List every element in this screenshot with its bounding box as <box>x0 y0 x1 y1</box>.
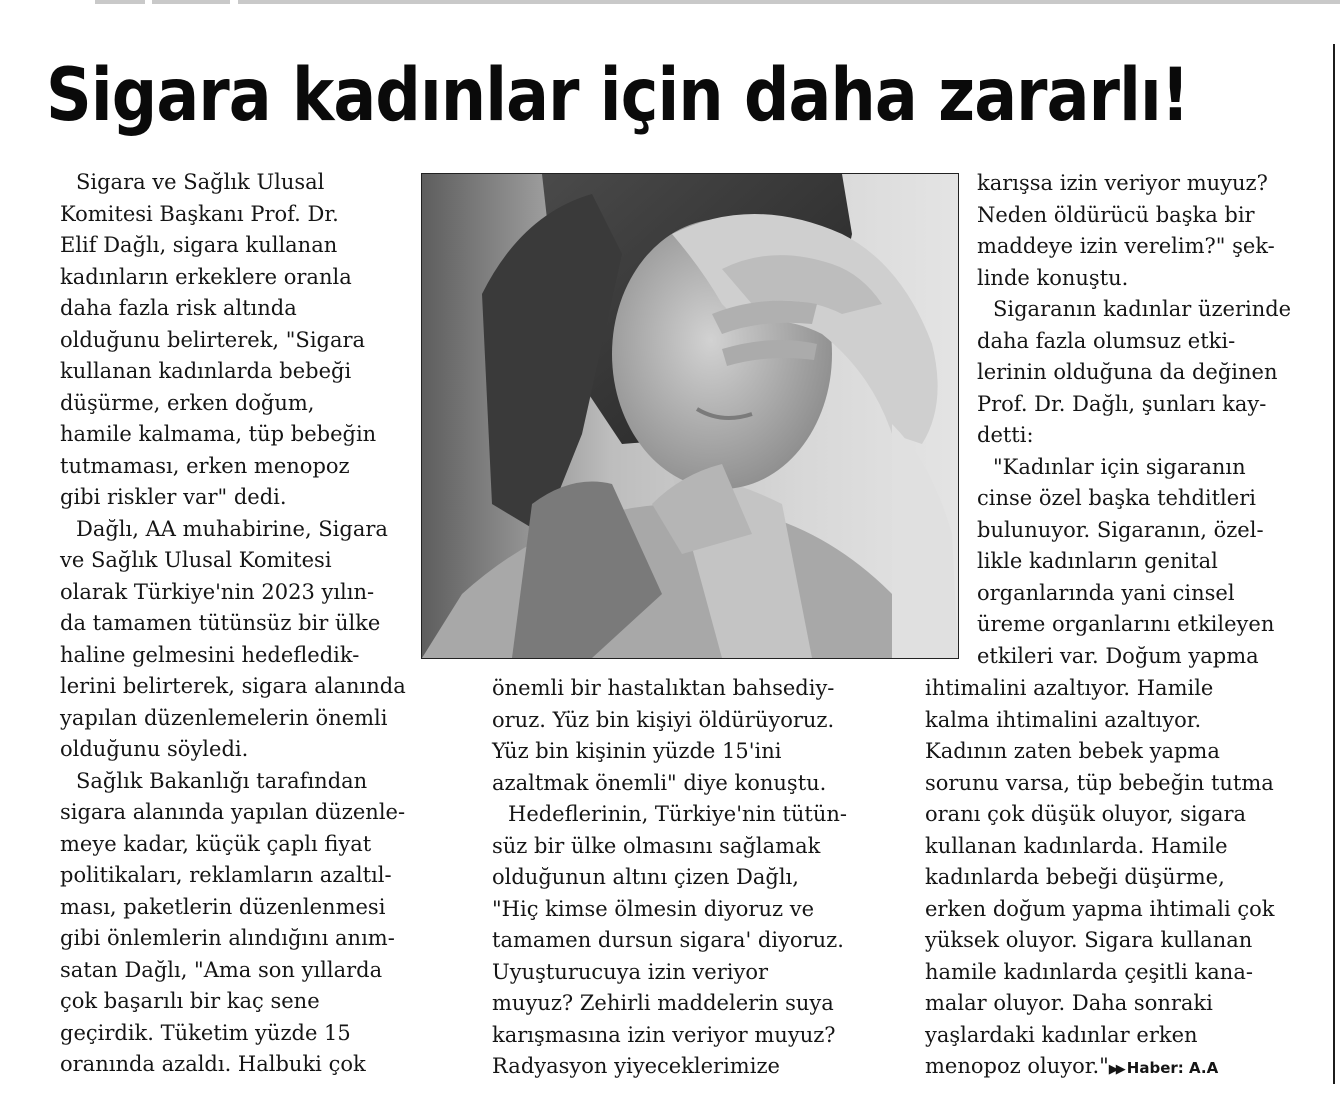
text-line: yüksek oluyor. Sigara kullanan <box>925 928 1253 952</box>
text-line: likle kadınların genital <box>977 549 1218 573</box>
text-line: oranında azaldı. Halbuki çok <box>60 1052 366 1076</box>
text-line: Kadının zaten bebek yapma <box>925 739 1220 763</box>
text-line: Elif Dağlı, sigara kullanan <box>60 233 338 257</box>
top-edge-segment <box>152 0 230 4</box>
article-photo <box>421 173 959 659</box>
column-rule-right <box>1333 44 1335 1084</box>
text-line: kadınların erkeklere oranla <box>60 264 352 289</box>
text-line: lerinin olduğuna da değinen <box>977 360 1278 384</box>
article-column-2 <box>492 673 892 1083</box>
text-line: meye kadar, küçük çaplı fiyat <box>60 831 372 856</box>
text-line: karışmasına izin veriyor muyuz? <box>492 1022 836 1047</box>
text-line: kullanan kadınlarda. Hamile <box>925 833 1228 858</box>
text-line: Dağlı, AA muhabirine, Sigara <box>76 516 388 541</box>
text-line: sorunu varsa, tüp bebeğin tutma <box>925 770 1274 795</box>
last-text-line <box>925 1051 1325 1083</box>
text-line: olarak Türkiye'nin 2023 yılın- <box>60 579 375 604</box>
text-line: geçirdik. Tüketim yüzde 15 <box>60 1020 351 1045</box>
text-line: daha fazla risk altında <box>60 296 297 320</box>
text-line: linde konuştu. <box>977 265 1129 290</box>
text-line: erken doğum yapma ihtimali çok <box>925 896 1275 921</box>
text-line: tutmaması, erken menopoz <box>60 453 350 478</box>
text-line: Komitesi Başkanı Prof. Dr. <box>60 201 339 226</box>
text-line: tamamen dursun sigara' diyoruz. <box>492 928 844 952</box>
text-line: çok başarılı bir kaç sene <box>60 989 320 1013</box>
article-headline: Sigara kadınlar için daha zararlı! <box>46 53 1189 138</box>
text-line: etkileri var. Doğum yapma <box>977 643 1259 668</box>
page-top-edge <box>0 0 1340 5</box>
text-line: oruz. Yüz bin kişiyi öldürüyoruz. <box>492 707 835 732</box>
article-column-1 <box>60 167 430 1081</box>
text-line: lerini belirterek, sigara alanında <box>60 674 406 698</box>
text-line: Hedeflerinin, Türkiye'nin tütün- <box>508 802 847 826</box>
text-line: olduğunun altını çizen Dağlı, <box>492 865 799 889</box>
text-line: Sigara ve Sağlık Ulusal <box>76 170 325 194</box>
article-column-3-top <box>977 168 1322 672</box>
text-line: azaltmak önemli" diye konuştu. <box>492 770 827 795</box>
article-byline: Haber: A.A <box>1126 1059 1219 1077</box>
text-line: Prof. Dr. Dağlı, şunları kay- <box>977 391 1267 416</box>
text-line: karışsa izin veriyor muyuz? <box>977 171 1268 195</box>
text-line: politikaları, reklamların azaltıl- <box>60 863 392 887</box>
text-line: organlarında yani cinsel <box>977 580 1235 605</box>
text-line: cinse özel başka tehditleri <box>977 486 1256 510</box>
text-line: kadınlarda bebeği düşürme, <box>925 865 1225 889</box>
double-arrow-icon: ▶▶ <box>1108 1062 1123 1077</box>
text-line: Radyasyon yiyeceklerimize <box>492 1054 780 1078</box>
text-line: hamile kalmama, tüp bebeğin <box>60 422 377 446</box>
text-line: Neden öldürücü başka bir <box>977 202 1255 227</box>
top-edge-segment <box>95 0 145 4</box>
text-line: kullanan kadınlarda bebeği <box>60 359 352 383</box>
text-line: bulunuyor. Sigaranın, özel- <box>977 517 1264 542</box>
text-line: ması, paketlerin düzenlenmesi <box>60 894 386 919</box>
text-line: süz bir ülke olmasını sağlamak <box>492 833 821 858</box>
text-line: maddeye izin verelim?" şek- <box>977 234 1275 258</box>
text-line: ihtimalini azaltıyor. Hamile <box>925 676 1214 700</box>
text-line: yapılan düzenlemelerin önemli <box>60 705 388 730</box>
photo-woman-holding-forehead <box>422 174 958 658</box>
text-line: gibi önlemlerin alındığını anım- <box>60 926 395 950</box>
text-line: satan Dağlı, "Ama son yıllarda <box>60 957 383 982</box>
text-line: da tamamen tütünsüz bir ülke <box>60 611 381 635</box>
text-line: ve Sağlık Ulusal Komitesi <box>60 548 332 572</box>
text-line: sigara alanında yapılan düzenle- <box>60 800 406 824</box>
article-column-3-bottom <box>925 673 1325 1083</box>
text-line: oranı çok düşük oluyor, sigara <box>925 802 1247 826</box>
text-line: malar oluyor. Daha sonraki <box>925 991 1213 1015</box>
text-line: üreme organlarını etkileyen <box>977 612 1275 636</box>
text-line: muyuz? Zehirli maddelerin suya <box>492 991 834 1015</box>
text-line: Sigaranın kadınlar üzerinde <box>993 297 1292 321</box>
text-line: Sağlık Bakanlığı tarafından <box>76 768 368 793</box>
text-line: yaşlardaki kadınlar erken <box>925 1022 1198 1047</box>
text-line: olduğunu söyledi. <box>60 737 249 761</box>
text-line: gibi riskler var" dedi. <box>60 485 287 509</box>
text-line: haline gelmesini hedefledik- <box>60 642 360 667</box>
text-line: düşürme, erken doğum, <box>60 390 315 415</box>
text-line: Uyuşturucuya izin veriyor <box>492 959 769 984</box>
text-line: olduğunu belirterek, "Sigara <box>60 327 366 352</box>
text-line: kalma ihtimalini azaltıyor. <box>925 707 1202 732</box>
text-line-end: menopoz oluyor." <box>925 1054 1109 1078</box>
text-line: "Kadınlar için sigaranın <box>993 454 1246 479</box>
text-line: önemli bir hastalıktan bahsediy- <box>492 676 835 700</box>
top-edge-segment <box>238 0 1340 4</box>
text-line: hamile kadınlarda çeşitli kana- <box>925 959 1253 984</box>
text-line: "Hiç kimse ölmesin diyoruz ve <box>492 896 815 921</box>
text-line: Yüz bin kişinin yüzde 15'ini <box>492 739 782 763</box>
text-line: daha fazla olumsuz etki- <box>977 328 1236 353</box>
text-line: detti: <box>977 423 1034 447</box>
